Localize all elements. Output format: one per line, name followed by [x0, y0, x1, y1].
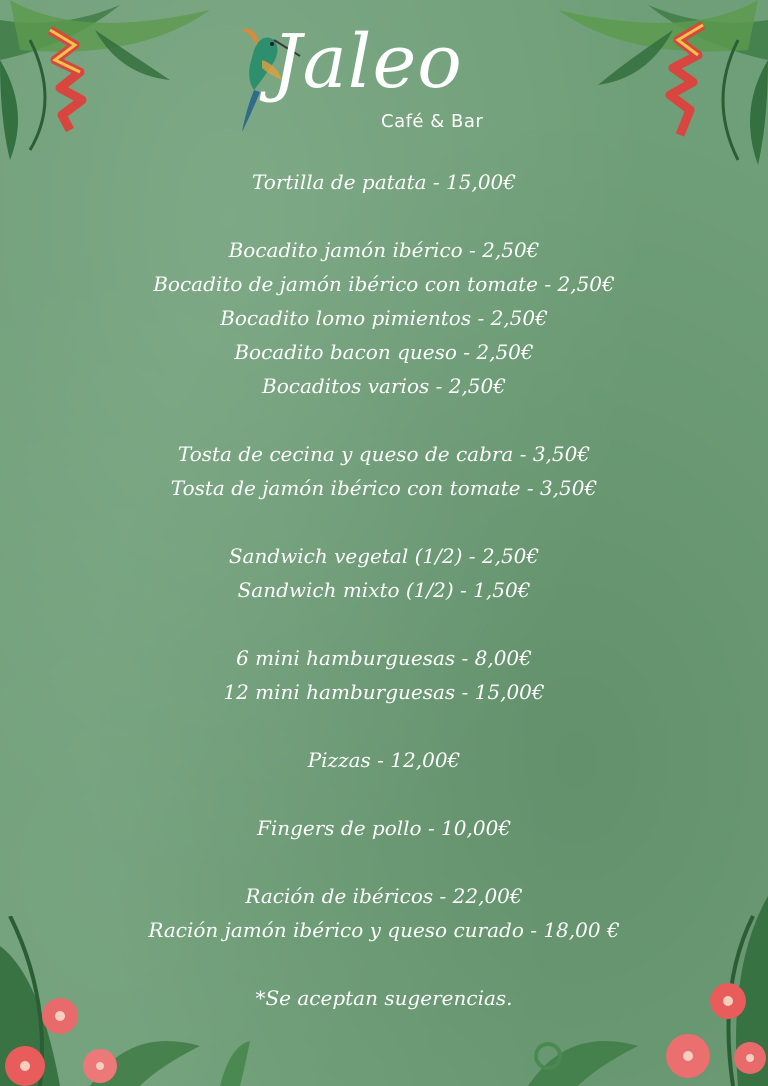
logo-title: Jaleo — [272, 19, 463, 105]
menu-item: Bocadito de jamón ibérico con tomate - 2,50€ — [153, 272, 615, 296]
logo-subtitle: Café & Bar — [381, 111, 484, 132]
logo-header — [0, 15, 768, 135]
menu-item: Tosta de jamón ibérico con tomate - 3,50€ — [170, 476, 598, 500]
menu-item: Sandwich vegetal (1/2) - 2,50€ — [228, 544, 540, 568]
menu-list — [0, 165, 768, 1015]
menu-item: Bocadito lomo pimientos - 2,50€ — [220, 306, 548, 330]
menu-item: Bocaditos varios - 2,50€ — [262, 374, 506, 398]
menu-item: Bocadito bacon queso - 2,50€ — [234, 340, 534, 364]
menu-item: 6 mini hamburguesas - 8,00€ — [236, 646, 532, 670]
menu-item: Sandwich mixto (1/2) - 1,50€ — [237, 578, 531, 602]
menu-item: Tortilla de patata - 15,00€ — [252, 170, 516, 194]
menu-item: 12 mini hamburguesas - 15,00€ — [223, 680, 545, 704]
suggestions-note: *Se aceptan sugerencias. — [255, 986, 513, 1010]
menu-item: Pizzas - 12,00€ — [307, 748, 461, 772]
menu-item: Ración jamón ibérico y queso curado - 18,00 € — [148, 918, 620, 942]
menu-item: Fingers de pollo - 10,00€ — [256, 816, 512, 840]
menu-item: Bocadito jamón ibérico - 2,50€ — [228, 238, 540, 262]
menu-item: Ración de ibéricos - 22,00€ — [245, 884, 523, 908]
menu-item: Tosta de cecina y queso de cabra - 3,50€ — [177, 442, 591, 466]
